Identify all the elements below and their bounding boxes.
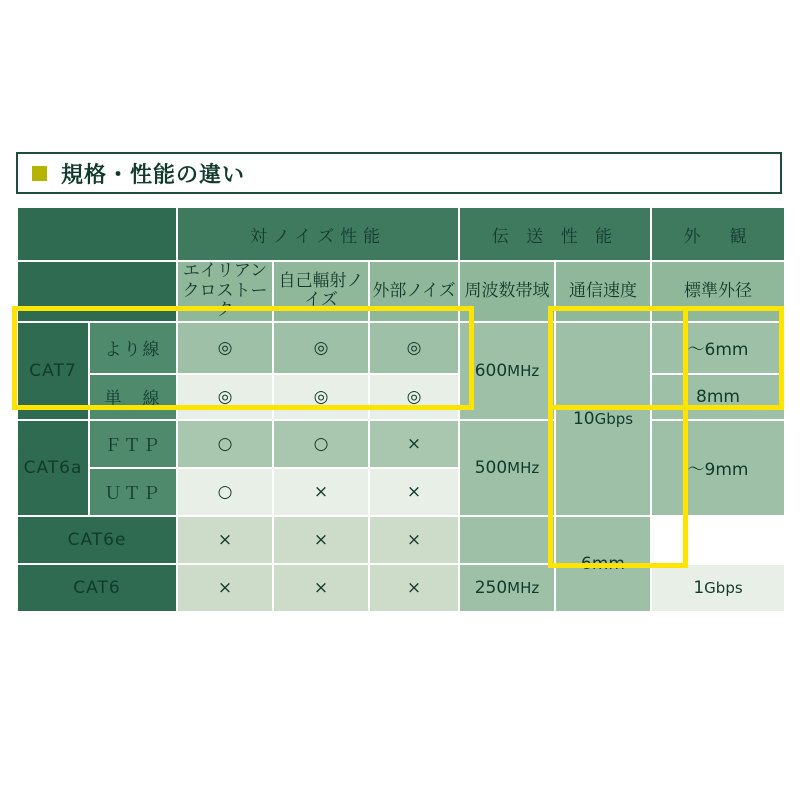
cell-cat7-solid-diameter: 8mm xyxy=(651,374,785,420)
row-sublabel-stranded: より線 xyxy=(89,322,177,374)
row-sublabel-solid: 単 線 xyxy=(89,374,177,420)
subheader-alien-crosstalk: エイリアンクロストーク xyxy=(177,261,273,322)
row-label-cat7: CAT7 xyxy=(17,322,89,420)
page-title: 規格・性能の違い xyxy=(61,162,246,188)
title-bullet-icon xyxy=(32,166,47,181)
table-row xyxy=(17,516,785,564)
table-row xyxy=(17,420,785,468)
cell-cat7-solid-ext-noise: ◎ xyxy=(369,374,459,420)
cell-cat6-alien: × xyxy=(177,564,273,612)
row-sublabel-ftp: ＦＴＰ xyxy=(89,420,177,468)
cell-cat6-speed xyxy=(651,564,785,612)
cell-cat6a-ftp-self-noise: ○ xyxy=(273,420,369,468)
speed-unit: Gbps xyxy=(704,578,743,597)
header-noise-performance: 対ノイズ性能 xyxy=(177,207,459,261)
table-row xyxy=(17,564,785,612)
cell-cat7-solid-self-noise: ◎ xyxy=(273,374,369,420)
subheader-speed: 通信速度 xyxy=(555,261,651,322)
row-label-cat6e: CAT6e xyxy=(17,516,177,564)
cell-cat6-ext-noise: × xyxy=(369,564,459,612)
header-corner xyxy=(17,207,177,261)
header-transmission-performance: 伝 送 性 能 xyxy=(459,207,651,261)
section-title-bar xyxy=(16,152,782,194)
speed-value: 10 xyxy=(572,408,595,429)
speed-unit: Gbps xyxy=(594,409,634,428)
cell-cat7-stranded-diameter: 〜6mm xyxy=(651,322,785,374)
cell-cat6a-bandwidth xyxy=(459,420,555,516)
cell-diameter-6mm: 6mm xyxy=(555,516,651,612)
subheader-corner xyxy=(17,261,177,322)
table-row xyxy=(17,374,785,420)
cell-cat6-bandwidth xyxy=(459,564,555,612)
cell-cat6e-bandwidth xyxy=(459,516,555,564)
cell-cat6e-alien: × xyxy=(177,516,273,564)
cell-cat6a-utp-ext-noise: × xyxy=(369,468,459,516)
bandwidth-unit: MHz xyxy=(507,458,540,477)
bandwidth-unit: MHz xyxy=(507,361,540,380)
cell-cat7-solid-alien: ◎ xyxy=(177,374,273,420)
speed-value: 1 xyxy=(693,577,705,598)
row-sublabel-utp: ＵＴＰ xyxy=(89,468,177,516)
table-row xyxy=(17,322,785,374)
cell-cat6e-self-noise: × xyxy=(273,516,369,564)
bandwidth-unit: MHz xyxy=(507,578,540,597)
cell-cat7-bandwidth xyxy=(459,322,555,420)
cell-cat6e-ext-noise: × xyxy=(369,516,459,564)
cell-cat7-stranded-self-noise: ◎ xyxy=(273,322,369,374)
subheader-self-radiation-noise: 自己輻射ノイズ xyxy=(273,261,369,322)
spec-table-wrap xyxy=(16,206,786,613)
row-label-cat6: CAT6 xyxy=(17,564,177,612)
spec-table xyxy=(16,206,786,613)
cell-cat6a-utp-alien: ○ xyxy=(177,468,273,516)
bandwidth-value: 600 xyxy=(474,360,508,381)
cell-speed-10gbps xyxy=(555,322,651,516)
bandwidth-value: 500 xyxy=(474,457,508,478)
table-group-header-row xyxy=(17,207,785,261)
table-sub-header-row xyxy=(17,261,785,322)
header-appearance: 外 観 xyxy=(651,207,785,261)
subheader-external-noise: 外部ノイズ xyxy=(369,261,459,322)
bandwidth-value: 250 xyxy=(474,577,508,598)
cell-cat6a-utp-self-noise: × xyxy=(273,468,369,516)
cell-cat6a-diameter: 〜9mm xyxy=(651,420,785,516)
cell-cat6a-ftp-alien: ○ xyxy=(177,420,273,468)
row-label-cat6a: CAT6a xyxy=(17,420,89,516)
subheader-diameter: 標準外径 xyxy=(651,261,785,322)
cell-cat7-stranded-ext-noise: ◎ xyxy=(369,322,459,374)
subheader-bandwidth: 周波数帯域 xyxy=(459,261,555,322)
cell-cat6a-ftp-ext-noise: × xyxy=(369,420,459,468)
cell-cat7-stranded-alien: ◎ xyxy=(177,322,273,374)
cell-cat6-self-noise: × xyxy=(273,564,369,612)
